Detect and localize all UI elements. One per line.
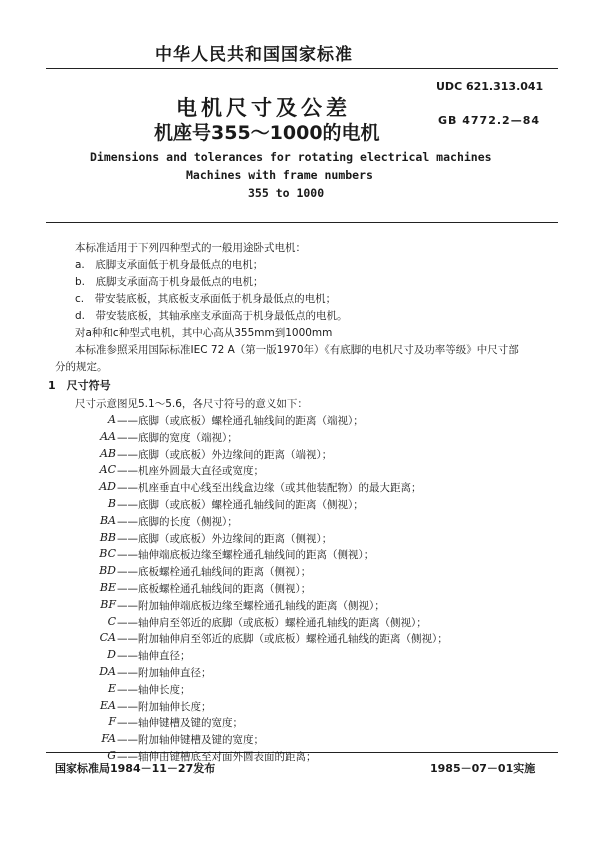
- symbol-description: ——轴伸肩至邻近的底脚（或底板）螺栓通孔轴线的距离（侧视）；: [117, 616, 427, 629]
- symbol-code: AA: [100, 429, 116, 443]
- symbol-description: ——底板螺栓通孔轴线间的距离（侧视）；: [117, 583, 312, 595]
- symbol-description: ——底脚（或底板）外边缘间的距离（端视）；: [117, 448, 333, 461]
- intro-lead: 本标准适用于下列四种型式的一般用途卧式电机：: [75, 242, 306, 254]
- title-en-line1: Dimensions and tolerances for rotating electrical machines: [90, 150, 492, 164]
- symbol-description: ——附加轴伸键槽及键的宽度；: [117, 734, 264, 747]
- symbol-code: BF: [100, 597, 116, 611]
- intro-center-height: 对a种和c种型式电机，其中心高从355mm到1000mm: [75, 327, 333, 339]
- symbol-code: AB: [99, 446, 116, 460]
- symbol-code: BC: [99, 547, 116, 561]
- symbol-code: AD: [99, 480, 116, 494]
- symbol-code: DA: [99, 665, 116, 678]
- header-rule: [46, 68, 558, 69]
- symbol-code: BA: [99, 513, 116, 527]
- symbol-code: BB: [99, 530, 116, 544]
- title-cn-line1: 电机尺寸及公差: [176, 96, 351, 120]
- intro-item-a: a. 底脚支承面低于机身最低点的电机；: [75, 259, 264, 271]
- symbol-description: ——底脚的宽度（端视）；: [117, 431, 238, 444]
- symbol-code: BE: [99, 581, 116, 594]
- section1-heading: 1 尺寸符号: [48, 379, 111, 392]
- symbol-code: E: [107, 681, 116, 695]
- symbol-description: ——轴伸由键槽底至对面外圆表面的距离；: [117, 751, 317, 763]
- symbol-description: ——机座外圆最大直径或宽度；: [117, 465, 264, 478]
- symbol-description: ——底脚的长度（侧视）；: [117, 515, 238, 528]
- symbol-code: D: [107, 648, 116, 662]
- symbol-description: ——轴伸长度；: [117, 683, 191, 696]
- intro-item-d: d. 带安装底板，其轴承座支承面高于机身最低点的电机。: [75, 310, 348, 322]
- symbol-description: ——底脚（或底板）外边缘间的距离（侧视）；: [117, 532, 333, 545]
- gb-number: GB 4772.2—84: [438, 114, 540, 127]
- title-rule: [46, 222, 558, 223]
- symbol-description: ——底脚（或底板）螺栓通孔轴线间的距离（侧视）；: [117, 499, 364, 511]
- effective-date: 1985－07－01实施: [430, 762, 536, 775]
- title-en-line3: 355 to 1000: [248, 186, 325, 200]
- symbol-description: ——底板螺栓通孔轴线间的距离（侧视）；: [117, 566, 312, 579]
- title-cn-line2: 机座号355～1000的电机: [154, 122, 380, 144]
- symbol-description: ——机座垂直中心线至出线盒边缘（或其他装配物）的最大距离；: [117, 482, 422, 495]
- udc-code: UDC 621.313.041: [436, 80, 544, 93]
- symbol-description: ——附加轴伸端底板边缘至螺栓通孔轴线的距离（侧视）；: [117, 599, 385, 612]
- symbol-description: ——底脚（或底板）螺栓通孔轴线间的距离（端视）；: [117, 415, 364, 427]
- symbol-description: ——轴伸直径；: [117, 650, 191, 663]
- symbol-description: ——轴伸端底板边缘至螺栓通孔轴线间的距离（侧视）；: [117, 549, 375, 562]
- symbol-code: AC: [99, 463, 116, 477]
- section1-lead: 尺寸示意图见5.1～5.6，各尺寸符号的意义如下：: [75, 398, 308, 410]
- symbol-code: C: [107, 614, 116, 628]
- symbol-code: A: [108, 413, 116, 426]
- symbol-code: EA: [100, 698, 116, 712]
- symbol-code: B: [107, 497, 116, 510]
- intro-item-b: b. 底脚支承面高于机身最低点的电机；: [75, 276, 264, 288]
- symbol-code: CA: [99, 631, 116, 645]
- symbol-code: F: [108, 715, 116, 729]
- symbol-description: ——轴伸键槽及键的宽度；: [117, 717, 243, 730]
- symbol-code: FA: [101, 732, 116, 746]
- symbol-code: G: [107, 749, 116, 762]
- footer-rule: [46, 752, 558, 753]
- intro-reference-line1: 本标准参照采用国际标准IEC 72 A（第一版1970年）《有底脚的电机尺寸及功率等级》中尺寸部: [75, 344, 519, 356]
- intro-item-c: c. 带安装底板，其底板支承面低于机身最低点的电机；: [75, 293, 337, 305]
- symbol-description: ——附加轴伸长度；: [117, 700, 212, 713]
- standard-type-header: 中华人民共和国国家标准: [155, 45, 353, 65]
- symbol-code: BD: [99, 564, 116, 578]
- symbol-description: ——附加轴伸肩至邻近的底脚（或底板）螺栓通孔轴线的距离（侧视）；: [117, 633, 448, 646]
- symbol-description: ——附加轴伸直径；: [117, 667, 212, 679]
- issued-date: 国家标准局1984－11－27发布: [55, 762, 216, 775]
- title-en-line2: Machines with frame numbers: [186, 168, 373, 182]
- intro-reference-line2: 分的规定。: [55, 361, 108, 373]
